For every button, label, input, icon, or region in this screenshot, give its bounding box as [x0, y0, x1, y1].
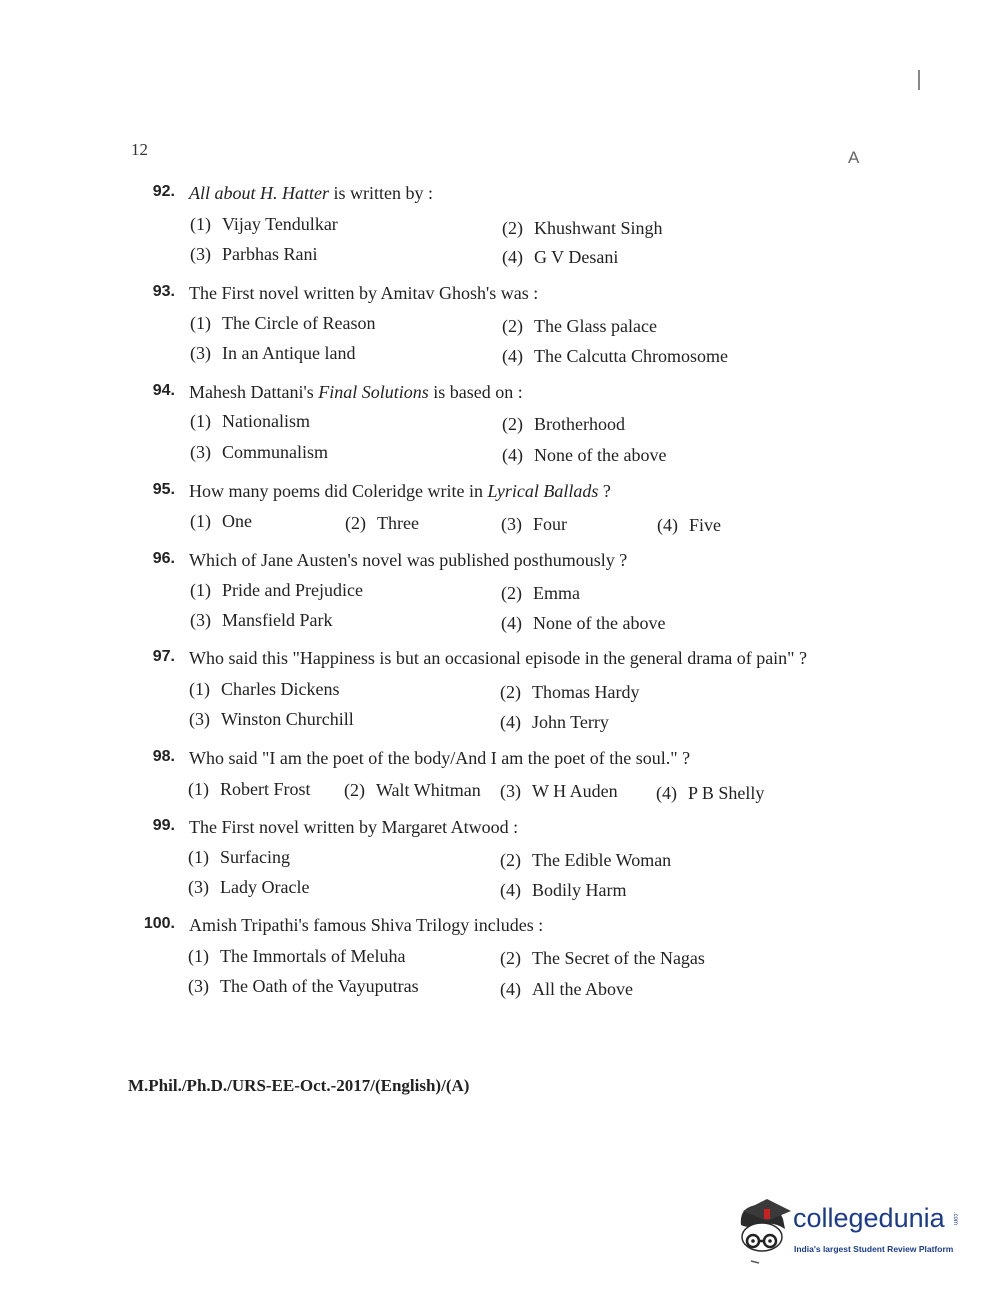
question-number: 100.	[143, 915, 175, 932]
option-2: (2) Three	[345, 513, 419, 533]
option-1: (1) One	[190, 511, 252, 531]
question-text: All about H. Hatter is written by :	[189, 183, 433, 203]
option-2: (2) The Secret of the Nagas	[500, 948, 705, 968]
question-number: 93.	[152, 283, 175, 300]
option-1: (1) Surfacing	[188, 847, 290, 867]
option-2: (2) Brotherhood	[502, 414, 625, 434]
option-3: (3) Parbhas Rani	[190, 244, 318, 264]
question-text: Mahesh Dattani's Final Solutions is based on :	[189, 382, 523, 402]
logo-domain-suffix: .com	[952, 1212, 958, 1226]
option-3: (3) Lady Oracle	[188, 877, 310, 897]
option-4: (4) G V Desani	[502, 247, 619, 267]
collegedunia-mascot-logo-icon	[733, 1195, 795, 1265]
option-4: (4) None of the above	[501, 613, 666, 633]
option-4: (4) P B Shelly	[656, 783, 765, 803]
option-3: (3) In an Antique land	[190, 343, 356, 363]
option-3: (3) The Oath of the Vayuputras	[188, 976, 419, 996]
option-3: (3) Mansfield Park	[190, 610, 333, 630]
option-1: (1) Vijay Tendulkar	[190, 214, 338, 234]
question-text: Which of Jane Austen's novel was published posthumously ?	[189, 550, 628, 570]
option-1: (1) Nationalism	[190, 411, 310, 431]
option-4: (4) Bodily Harm	[500, 880, 627, 900]
paper-code-footer: M.Phil./Ph.D./URS-EE-Oct.-2017/(English)/(A)	[128, 1076, 470, 1095]
option-4: (4) None of the above	[502, 445, 667, 465]
question-number: 96.	[152, 550, 175, 567]
page-number: 12	[131, 140, 148, 159]
option-1: (1) Charles Dickens	[189, 679, 340, 699]
option-3: (3) Four	[501, 514, 568, 534]
question-text: How many poems did Coleridge write in Lyrical Ballads ?	[189, 481, 611, 501]
logo-tagline: India's largest Student Review Platform	[794, 1244, 954, 1254]
question-text: Amish Tripathi's famous Shiva Trilogy includes :	[189, 915, 544, 935]
logo-wordmark: collegedunia	[793, 1203, 945, 1233]
question-text: The First novel written by Amitav Ghosh's was :	[189, 283, 539, 303]
option-4: (4) All the Above	[500, 979, 633, 999]
question-number: 97.	[152, 648, 175, 665]
option-4: (4) John Terry	[500, 712, 609, 732]
option-4: (4) Five	[657, 515, 722, 535]
option-1: (1) Robert Frost	[188, 779, 311, 799]
question-number: 94.	[152, 382, 175, 399]
question-number: 92.	[152, 183, 175, 200]
option-2: (2) Khushwant Singh	[502, 218, 663, 238]
collegedunia-logo	[733, 1195, 963, 1265]
option-2: (2) The Glass palace	[502, 316, 657, 336]
option-2: (2) Thomas Hardy	[500, 682, 640, 702]
question-number: 98.	[152, 748, 175, 765]
option-1: (1) Pride and Prejudice	[190, 580, 363, 600]
set-code: A	[848, 148, 860, 167]
question-text: The First novel written by Margaret Atwood :	[189, 817, 519, 837]
question-text: Who said this "Happiness is but an occasional episode in the general drama of pain" ?	[189, 648, 808, 668]
question-number: 95.	[152, 481, 175, 498]
question-text: Who said "I am the poet of the body/And I am the poet of the soul." ?	[189, 748, 691, 768]
option-2: (2) The Edible Woman	[500, 850, 672, 870]
option-1: (1) The Immortals of Meluha	[188, 946, 406, 966]
question-number: 99.	[152, 817, 175, 834]
option-2: (2) Emma	[501, 583, 580, 603]
option-3: (3) Winston Churchill	[189, 709, 354, 729]
scan-edge-mark	[918, 70, 920, 90]
option-3: (3) W H Auden	[500, 781, 618, 801]
option-4: (4) The Calcutta Chromosome	[502, 346, 728, 366]
option-1: (1) The Circle of Reason	[190, 313, 376, 333]
option-2: (2) Walt Whitman	[344, 780, 481, 800]
option-3: (3) Communalism	[190, 442, 329, 462]
